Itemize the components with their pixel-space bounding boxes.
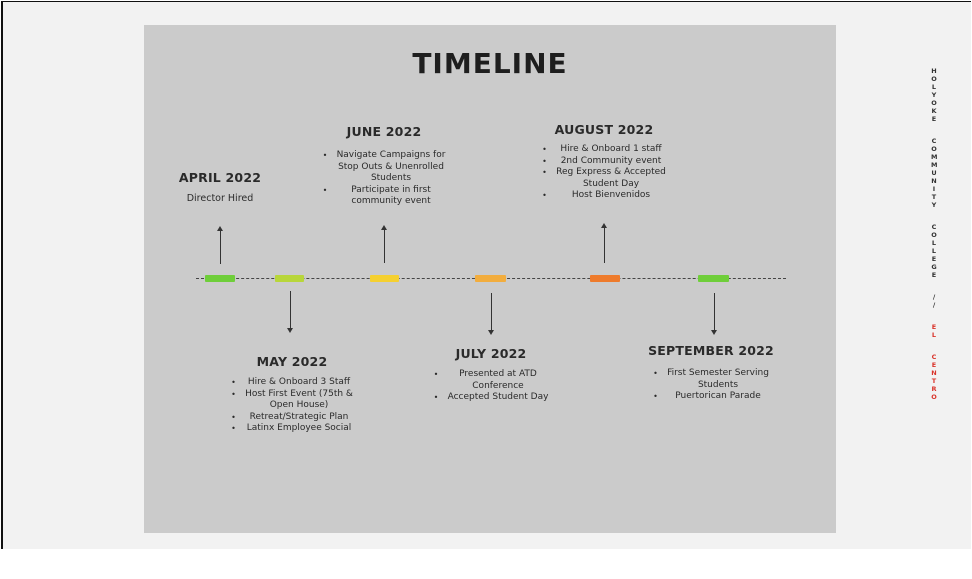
event-september-list bbox=[653, 368, 769, 403]
arrow-april bbox=[220, 230, 221, 264]
slide-frame bbox=[1, 1, 971, 549]
event-june-list bbox=[323, 150, 446, 208]
event-september-heading: SEPTEMBER 2022 bbox=[648, 343, 774, 358]
arrow-may bbox=[290, 291, 291, 329]
college-sidebar bbox=[931, 67, 937, 401]
list-item: • Participate in first bbox=[323, 185, 446, 197]
list-item: • Hire & Onboard 1 staff bbox=[542, 144, 666, 156]
list-item: • Reg Express & Accepted bbox=[542, 167, 666, 179]
list-item: • First Semester Serving bbox=[653, 368, 769, 380]
event-august-list bbox=[542, 144, 666, 202]
list-item: Open House) bbox=[269, 400, 329, 411]
list-item: Students bbox=[697, 379, 739, 390]
list-item: Stop Outs & Unenrolled bbox=[338, 161, 444, 172]
list-item: • Latinx Employee Social bbox=[231, 423, 353, 435]
event-may-list bbox=[231, 377, 353, 435]
marker-september bbox=[698, 275, 729, 282]
list-item: • Host First Event (75th & bbox=[231, 389, 353, 401]
event-april-text: Director Hired bbox=[186, 193, 254, 204]
marker-may bbox=[275, 275, 304, 282]
list-item: • Presented at ATD bbox=[434, 369, 549, 381]
sidebar-el-centro: E L C E N T R O bbox=[931, 323, 937, 401]
list-item: • Retreat/Strategic Plan bbox=[231, 412, 353, 424]
list-item: community event bbox=[351, 196, 431, 207]
sidebar-college-name: H O L Y O K E C O M M U N I T Y C O L L E G E / / bbox=[931, 67, 938, 309]
arrow-june bbox=[384, 229, 385, 263]
marker-august bbox=[590, 275, 620, 282]
arrow-august bbox=[604, 227, 605, 263]
arrow-september bbox=[714, 293, 715, 331]
list-item: • Navigate Campaigns for bbox=[323, 150, 446, 162]
event-august-heading: AUGUST 2022 bbox=[554, 122, 654, 137]
event-july-list bbox=[434, 369, 549, 404]
timeline-panel bbox=[144, 25, 836, 533]
marker-april bbox=[205, 275, 235, 282]
arrow-july bbox=[491, 293, 492, 331]
marker-july bbox=[475, 275, 506, 282]
list-item: • Puertorican Parade bbox=[653, 391, 769, 403]
event-may-heading: MAY 2022 bbox=[256, 354, 328, 369]
marker-june bbox=[370, 275, 399, 282]
event-july-heading: JULY 2022 bbox=[455, 346, 527, 361]
list-item: • Accepted Student Day bbox=[434, 392, 549, 404]
list-item: • Host Bienvenidos bbox=[542, 190, 666, 202]
page-title: TIMELINE bbox=[412, 47, 568, 80]
list-item: Students bbox=[370, 173, 412, 184]
list-item: Conference bbox=[472, 380, 524, 391]
list-item: • Hire & Onboard 3 Staff bbox=[231, 377, 353, 389]
list-item: • 2nd Community event bbox=[542, 156, 666, 168]
event-april-heading: APRIL 2022 bbox=[178, 170, 262, 185]
list-item: Student Day bbox=[582, 178, 640, 189]
event-june-heading: JUNE 2022 bbox=[346, 124, 422, 139]
